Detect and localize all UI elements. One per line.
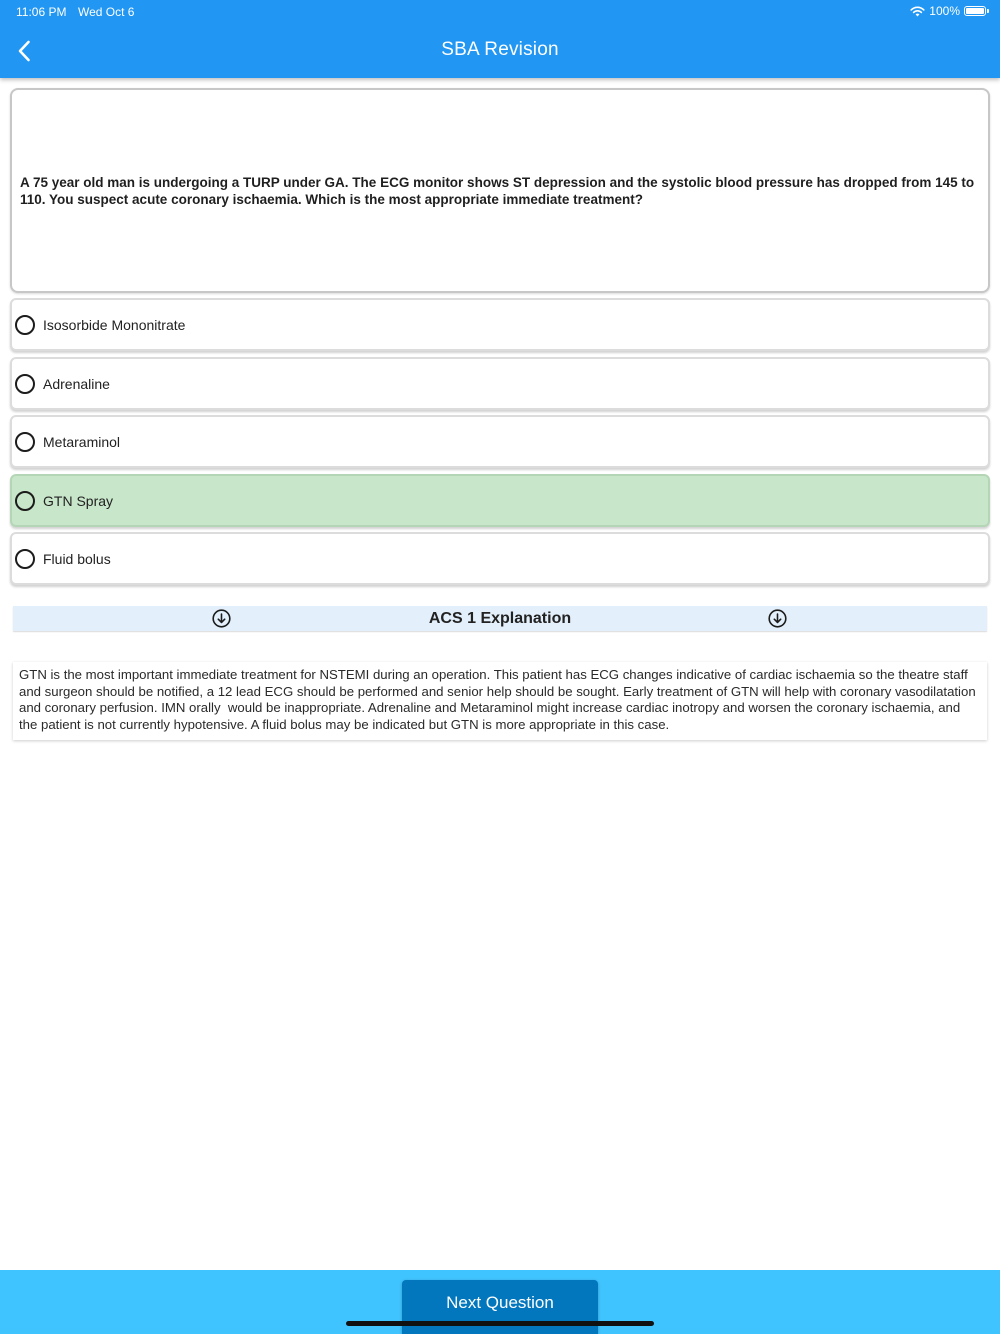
- option-label: GTN Spray: [43, 492, 114, 509]
- wifi-icon: [910, 6, 925, 17]
- explanation-card: [13, 662, 987, 740]
- app-header: [0, 0, 1000, 78]
- radio-button[interactable]: [15, 432, 35, 452]
- radio-button[interactable]: [15, 374, 35, 394]
- question-text: A 75 year old man is undergoing a TURP under GA. The ECG monitor shows ST depression and the systolic blood pressure has dropped from 145 to 110. You suspect acute coronary ischaemia. Which is the most appropriate immediate treatment?: [20, 174, 975, 207]
- option-label: Metaraminol: [43, 433, 121, 450]
- explanation-toggle[interactable]: [13, 606, 987, 631]
- answer-option[interactable]: [10, 532, 990, 585]
- option-label: Fluid bolus: [43, 550, 111, 567]
- arrow-down-circle-icon[interactable]: [212, 609, 231, 628]
- home-indicator[interactable]: [346, 1321, 654, 1326]
- option-label: Isosorbide Mononitrate: [43, 316, 186, 333]
- answer-option[interactable]: [10, 415, 990, 468]
- explanation-title: ACS 1 Explanation: [428, 609, 572, 627]
- explanation-text: GTN is the most important immediate treatment for NSTEMI during an operation. This patient has ECG changes indicative of cardiac ischaemia so the theatre staff and surgeon should be notified, a 12 lead ECG should be performed and senior help should be sought. Early treatment of GTN will help with coronary vasodilatation and coronary perfusion. IMN orally would be inappropriate. Adrenaline and Metaraminol might increase cardiac inotropy and worsen the coronary ischaemia, and the patient is not currently hypotensive. A fluid bolus may be indicated but GTN is more appropriate in this case.: [19, 667, 980, 732]
- radio-button[interactable]: [15, 549, 35, 569]
- question-card: [10, 88, 990, 293]
- radio-button[interactable]: [15, 491, 35, 511]
- answer-option[interactable]: [10, 357, 990, 410]
- status-time: 11:06 PM: [16, 5, 67, 19]
- page-title: SBA Revision: [441, 39, 559, 60]
- answer-option-correct[interactable]: [10, 474, 990, 527]
- battery-percent: 100%: [929, 4, 960, 18]
- option-label: Adrenaline: [43, 375, 110, 392]
- next-question-button[interactable]: Next Question: [402, 1280, 598, 1334]
- status-date: Wed Oct 6: [78, 5, 135, 19]
- status-indicators: [910, 4, 986, 18]
- arrow-down-circle-icon[interactable]: [768, 609, 787, 628]
- radio-button[interactable]: [15, 315, 35, 335]
- battery-icon: [964, 6, 986, 16]
- answer-option[interactable]: [10, 298, 990, 351]
- status-bar: [0, 0, 1000, 24]
